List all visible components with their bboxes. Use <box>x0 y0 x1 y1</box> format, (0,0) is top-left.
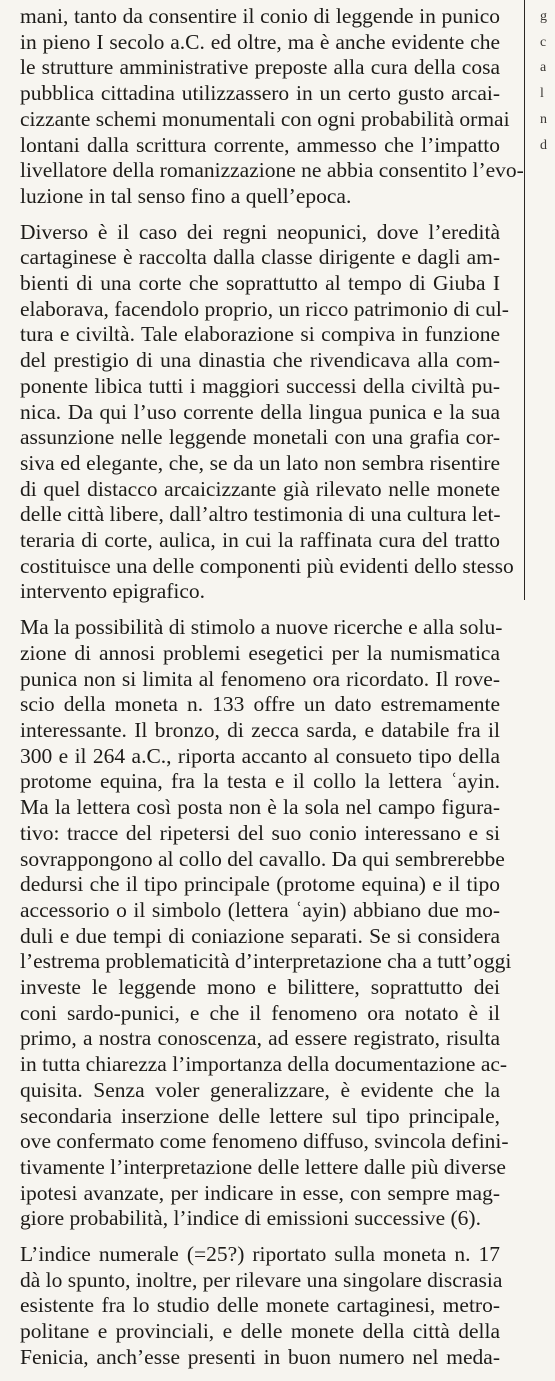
text-line: interessante. Il bronzo, di zecca sarda, e databile fra il <box>20 717 500 742</box>
paragraph-3 <box>20 615 512 1232</box>
text-line: in tutta chiarezza l’importanza della documentazione ac- <box>20 1052 508 1077</box>
column-divider <box>524 0 525 600</box>
text-line: esistente fra lo studio delle monete cartaginesi, metro- <box>20 1293 500 1318</box>
text-line: L’indice numerale (=25?) riportato sulla moneta n. 17 <box>20 1242 500 1267</box>
text-line: assunzione nelle leggende monetali con una grafia cor- <box>20 425 500 450</box>
text-line: siva ed elegante, che, se da un lato non sembra risentire <box>20 450 500 475</box>
text-line: le strutture amministrative preposte alla cura della cosa <box>20 55 500 80</box>
text-line: coni sardo-punici, e che il fenomeno ora notato è il <box>20 1000 500 1025</box>
text-line: delle città libere, dall’altro testimonia di una cultura let- <box>20 502 501 527</box>
text-line: l’estrema problematicità d’interpretazione cha a tutt’oggi <box>20 949 512 974</box>
text-line: tivamente l’interpretazione delle lettere dalle più diverse <box>20 1154 506 1179</box>
paragraph-4 <box>20 1242 503 1371</box>
text-line: accessorio o il simbolo (lettera ʿayin) abbiano due mo- <box>20 897 500 922</box>
margin-fragment: n <box>540 111 547 127</box>
text-line: del prestigio di una dinastia che rivendicava alla com- <box>20 348 500 373</box>
text-line: protome equina, fra la testa e il collo la lettera ʿayin. <box>20 769 500 794</box>
text-line: politane e provinciali, e delle monete della città della <box>20 1319 500 1344</box>
text-line: quisita. Senza voler generalizzare, è evidente che la <box>20 1077 500 1102</box>
text-line: elaborava, facendolo proprio, un ricco patrimonio di cul- <box>20 296 509 321</box>
text-line: dà lo spunto, inoltre, per rilevare una singolare discrasia <box>20 1267 503 1292</box>
text-line: giore probabilità, l’indice di emissioni successive (6). <box>20 1206 481 1231</box>
text-line: luzione in tal senso fino a quell’epoca. <box>20 183 352 208</box>
main-text-column <box>20 4 524 1381</box>
text-line: intervento epigrafico. <box>20 579 206 604</box>
text-line: ove confermato come fenomeno diffuso, svincola defini- <box>20 1129 509 1154</box>
text-line: investe le leggende mono e bilittere, soprattutto dei <box>20 975 500 1000</box>
text-line: cizzante schemi monumentali con ogni probabilità ormai <box>20 106 510 131</box>
text-line: nica. Da qui l’uso corrente della lingua punica e la sua <box>20 399 500 424</box>
margin-fragment: d <box>540 137 547 153</box>
text-line: costituisce una delle componenti più evidenti dello stesso <box>20 553 514 578</box>
text-line: teraria di corte, aulica, in cui la raffinata cura del tratto <box>20 528 500 553</box>
text-line: 300 e il 264 a.C., riporta accanto al consueto tipo della <box>20 743 500 768</box>
text-line: cartaginese è raccolta dalla classe dirigente e dagli am- <box>20 245 500 270</box>
text-line: primo, a nostra conoscenza, ad essere registrato, risulta <box>20 1026 500 1051</box>
text-line: Fenicia, anch’esse presenti in buon numero nel meda- <box>20 1344 500 1369</box>
text-line: mani, tanto da consentire il conio di leggende in punico <box>20 4 500 28</box>
text-line: pubblica cittadina utilizzassero in un certo gusto arcai- <box>20 81 500 106</box>
text-line: sovrappongono al collo del cavallo. Da qui sembrerebbe <box>20 846 505 871</box>
paragraph-2 <box>20 219 514 606</box>
text-line: punica non si limita al fenomeno ora ricordato. Il rove- <box>20 666 500 691</box>
text-line: livellatore della romanizzazione ne abbia consentito l’evo- <box>20 158 524 183</box>
text-line: secondaria inserzione delle lettere sul tipo principale, <box>20 1103 500 1128</box>
paragraph-1 <box>20 4 524 210</box>
text-line: di quel distacco arcaicizzante già rilevato nelle monete <box>20 476 500 501</box>
text-line: lontani dalla scrittura corrente, ammesso che l’impatto <box>20 132 500 157</box>
text-line: Ma la possibilità di stimolo a nuove ricerche e alla solu- <box>20 615 503 640</box>
text-line: zione di annosi problemi esegetici per la numismatica <box>20 640 500 665</box>
text-line: bienti di una corte che soprattutto al tempo di Giuba I <box>20 271 500 296</box>
text-line: dedursi che il tipo principale (protome equina) e il tipo <box>20 872 500 897</box>
margin-fragment: l <box>540 86 544 102</box>
text-line: in pieno I secolo a.C. ed oltre, ma è anche evidente che <box>20 29 500 54</box>
text-line: ponente libica tutti i maggiori successi della civiltà pu- <box>20 373 500 398</box>
text-line: Ma la lettera così posta non è la sola nel campo figura- <box>20 795 500 820</box>
margin-fragment: g <box>540 9 547 24</box>
text-line: scio della moneta n. 133 offre un dato estremamente <box>20 692 500 717</box>
margin-fragment: a <box>540 60 547 76</box>
margin-fragment: c <box>540 34 547 50</box>
adjacent-column-fragment <box>540 4 555 158</box>
text-line: duli e due tempi di coniazione separati. Se si considera <box>20 923 500 948</box>
text-line: ipotesi avanzate, per indicare in esse, con sempre mag- <box>20 1180 500 1205</box>
text-line: Diverso è il caso dei regni neopunici, dove l’eredità <box>20 219 500 244</box>
text-line: tura e civiltà. Tale elaborazione si compiva in funzione <box>20 322 500 347</box>
text-line: tivo: tracce del ripetersi del suo conio interessano e si <box>20 820 500 845</box>
